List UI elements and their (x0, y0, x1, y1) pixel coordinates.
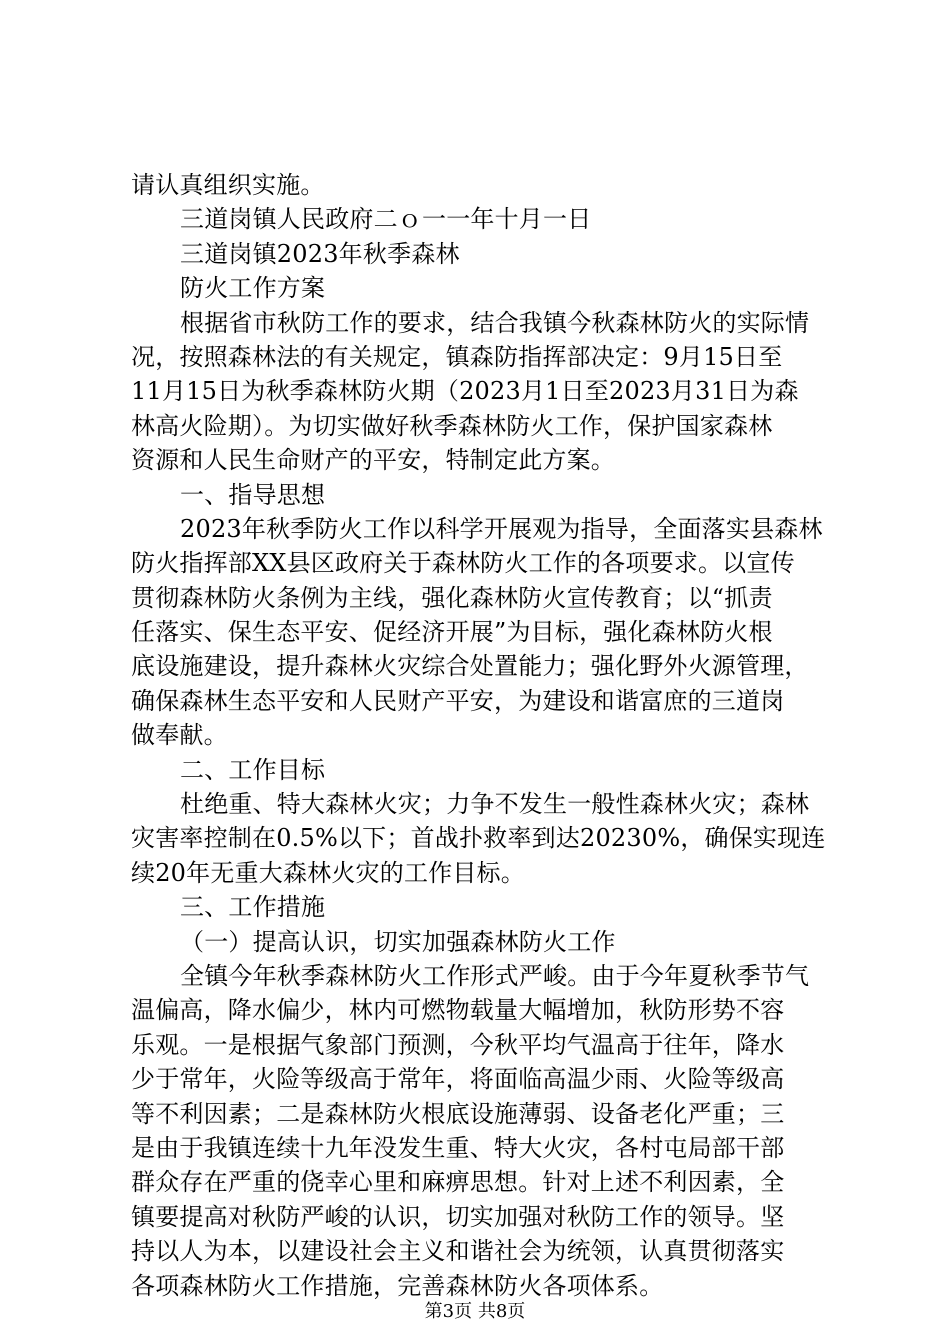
text-line: 防火指挥部XX县区政府关于森林防火工作的各项要求。以宣传 (131, 549, 795, 578)
text-line: 二、工作目标 (180, 755, 326, 784)
text-line: 镇要提高对秋防严峻的认识，切实加强对秋防工作的领导。坚 (131, 1202, 785, 1231)
text-line: 续20年无重大森林火灾的工作目标。 (131, 858, 525, 887)
text-line: 资源和人民生命财产的平安，特制定此方案。 (131, 446, 615, 475)
text-line: 做奉献。 (131, 721, 228, 750)
text-line: 灾害率控制在0.5%以下；首战扑救率到达20230%，确保实现连 (131, 824, 826, 853)
text-line: 请认真组织实施。 (131, 171, 325, 199)
text-line: 确保森林生态平安和人民财产平安，为建设和谐富庶的三道岗 (131, 686, 785, 715)
text-line: 一、指导思想 (180, 480, 326, 509)
text-line: 杜绝重、特大森林火灾；力争不发生一般性森林火灾；森林 (180, 790, 810, 819)
text-line: 各项森林防火工作措施，完善森林防火各项体系。 (131, 1271, 664, 1300)
text-line: 贯彻森林防火条例为主线，强化森林防火宣传教育；以“抓责 (131, 583, 773, 612)
text-line: 三、工作措施 (180, 893, 326, 922)
text-line: 全镇今年秋季森林防火工作形式严峻。由于今年夏秋季节气 (180, 961, 810, 990)
text-line: 任落实、保生态平安、促经济开展”为目标，强化森林防火根 (131, 618, 773, 647)
text-line: 少于常年，火险等级高于常年，将面临高温少雨、火险等级高 (131, 1065, 785, 1094)
text-line: 三道岗镇人民政府二ｏ一一年十月一日 (180, 205, 592, 234)
text-line: 底设施建设，提升森林火灾综合处置能力；强化野外火源管理， (131, 652, 809, 681)
text-line: （一）提高认识，切实加强森林防火工作 (180, 927, 616, 956)
text-line: 根据省市秋防工作的要求，结合我镇今秋森林防火的实际情 (180, 308, 810, 337)
text-line: 林高火险期）。为切实做好秋季森林防火工作，保护国家森林 (131, 411, 773, 440)
text-line: 防火工作方案 (180, 274, 326, 303)
text-line: 三道岗镇2023年秋季森林 (180, 239, 460, 268)
text-line: 持以人为本，以建设社会主义和谐社会为统领，认真贯彻落实 (131, 1237, 785, 1266)
text-line: 等不利因素；二是森林防火根底设施薄弱、设备老化严重；三 (131, 1099, 785, 1128)
text-line: 是由于我镇连续十九年没发生重、特大火灾，各村屯局部干部 (131, 1133, 785, 1162)
text-line: 群众存在严重的侥幸心里和麻痹思想。针对上述不利因素，全 (131, 1168, 785, 1197)
text-line: 乐观。一是根据气象部门预测，今秋平均气温高于往年，降水 (131, 1030, 785, 1059)
text-line: 11月15日为秋季森林防火期（2023月1日至2023月31日为森 (131, 377, 799, 406)
page-footer: 第3页 共8页 (424, 1301, 526, 1322)
text-line: 2023年秋季防火工作以科学开展观为指导，全面落实县森林 (180, 514, 823, 543)
text-line: 温偏高，降水偏少，林内可燃物载量大幅增加，秋防形势不容 (131, 996, 785, 1025)
document-body (131, 168, 826, 1303)
text-line: 况，按照森林法的有关规定，镇森防指挥部决定：9月15日至 (131, 342, 783, 371)
